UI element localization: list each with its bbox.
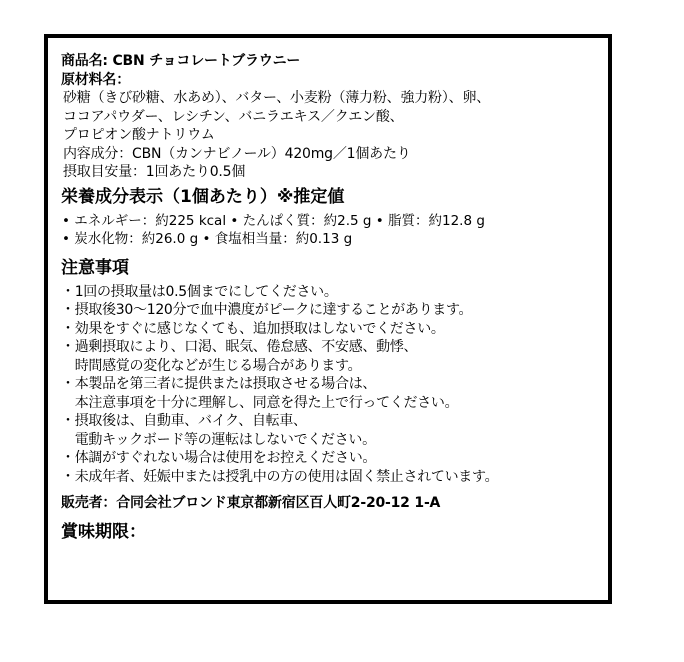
intake-line: 摂取目安量：1回あたり0.5個 (63, 164, 246, 180)
caution-line: ・摂取後30～120分で血中濃度がピークに達することがあります。 (61, 302, 473, 318)
caution-line: 本注意事項を十分に理解し、同意を得た上で行ってください。 (61, 394, 459, 411)
seller-line: 販売者：合同会社ブロンド東京都新宿区百人町2-20-12 1-A (61, 495, 441, 511)
expiry-heading: 賞味期限： (61, 521, 146, 542)
ingredients-line: プロピオン酸ナトリウム (63, 127, 215, 143)
caution-heading: 注意事項 (61, 257, 129, 278)
caution-line: ・効果をすぐに感じなくても、追加摂取はしないでください。 (61, 320, 445, 337)
caution-line: ・未成年者、妊娠中または授乳中の方の使用は固く禁止されています。 (61, 468, 499, 485)
food-label (44, 34, 612, 604)
caution-line: 電動キックボード等の運転はしないでください。 (61, 431, 376, 448)
product-name: 商品名: CBN チョコレートブラウニー (61, 53, 301, 69)
ingredients-line: 砂糖（きび砂糖、水あめ）、バター、小麦粉（薄力粉、強力粉）、卵、 (63, 90, 491, 106)
caution-line: ・本製品を第三者に提供または摂取させる場合は、 (61, 376, 377, 392)
caution-line: ・摂取後は、自動車、バイク、自転車、 (61, 413, 307, 429)
ingredients-line: ココアパウダー、レシチン、バニラエキス／クエン酸、 (63, 108, 404, 125)
ingredients-heading: 原材料名： (61, 71, 130, 88)
nutrition-line: • エネルギー：約225 kcal • たんぱく質：約2.5 g • 脂質：約12.8 g (62, 212, 485, 229)
caution-line: ・過剰摂取により、口渇、眠気、倦怠感、不安感、動悸、 (61, 339, 418, 355)
caution-line: ・1回の摂取量は0.5個までにしてください。 (61, 283, 338, 300)
caution-line: 時間感覚の変化などが生じる場合があります。 (61, 357, 362, 374)
nutrition-line: • 炭水化物：約26.0 g • 食塩相当量：約0.13 g (62, 231, 353, 247)
content-line: 内容成分：CBN（カンナビノール）420mg／1個あたり (63, 145, 411, 162)
nutrition-heading: 栄養成分表示（1個あたり）※推定値 (61, 186, 345, 207)
caution-line: ・体調がすぐれない場合は使用をお控えください。 (61, 450, 377, 466)
